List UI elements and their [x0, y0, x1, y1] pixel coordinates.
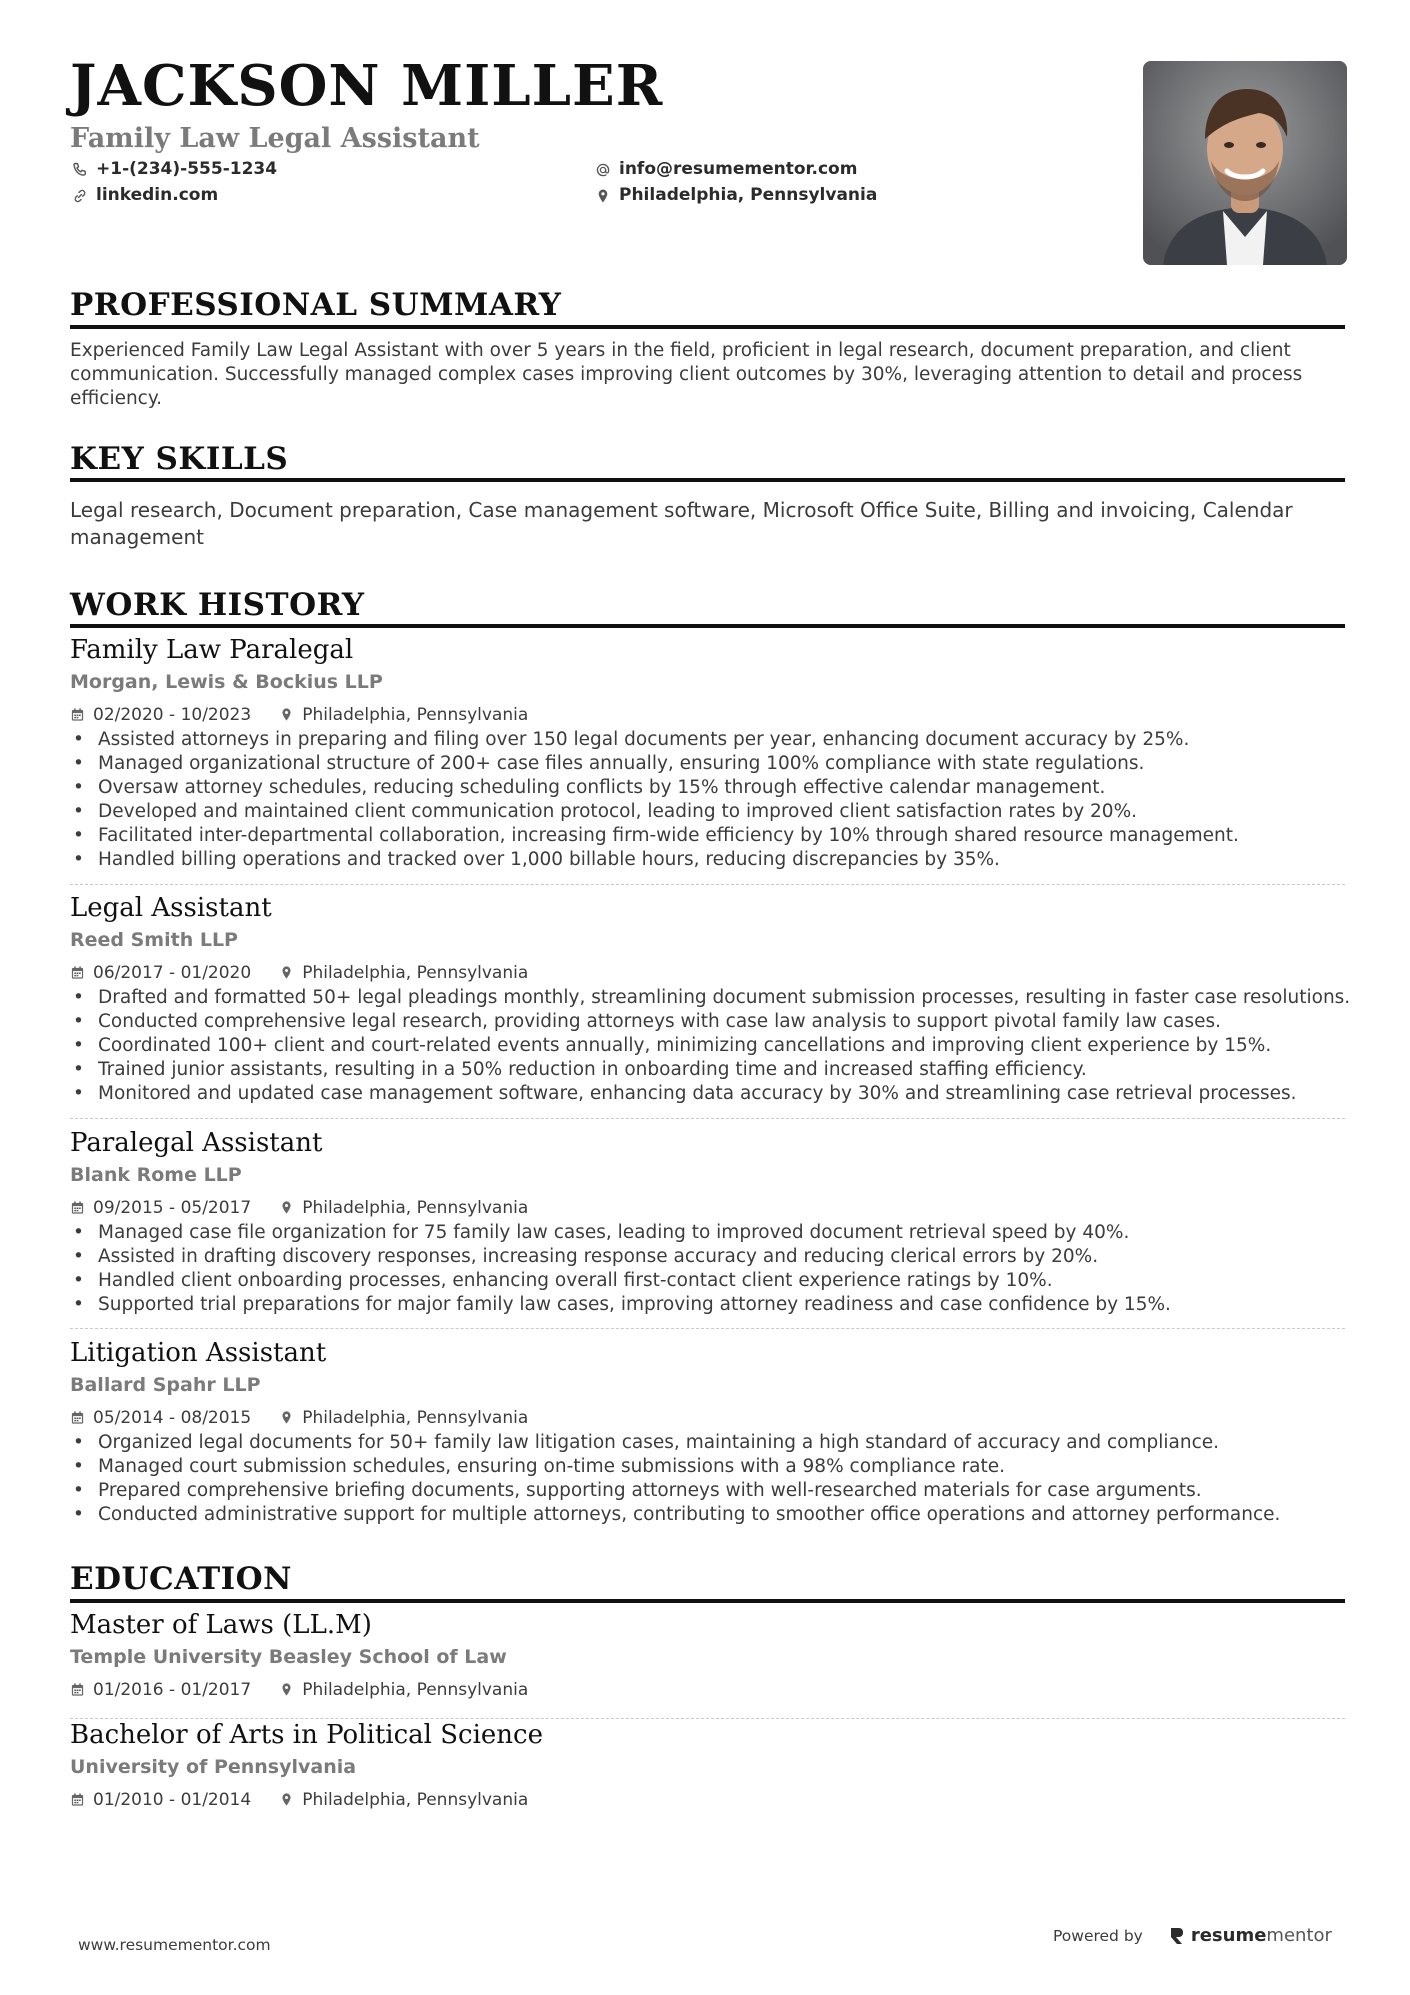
bullet-item: • Conducted comprehensive legal research, providing attorneys with case law analysis to support pivotal family law cases.	[70, 1010, 1345, 1034]
education-location: Philadelphia, Pennsylvania	[279, 1789, 528, 1811]
calendar-icon	[70, 965, 85, 980]
footer-website[interactable]: www.resumementor.com	[78, 1936, 271, 1954]
profile-photo	[1143, 61, 1347, 265]
work-entry	[70, 1338, 1345, 1527]
education-heading: EDUCATION	[70, 1561, 292, 1597]
job-dates: 09/2015 - 05/2017	[70, 1197, 251, 1219]
phone-icon	[72, 162, 88, 178]
job-meta	[70, 1404, 1345, 1431]
job-bullets	[70, 1431, 1345, 1527]
bullet-item: • Assisted in drafting discovery responses, increasing response accuracy and reducing clerical errors by 20%.	[70, 1245, 1345, 1269]
map-pin-icon	[595, 188, 611, 204]
job-title: Legal Assistant	[70, 893, 272, 923]
at-icon	[595, 162, 611, 178]
contact-phone	[72, 161, 277, 178]
bullet-item: • Handled billing operations and tracked over 1,000 billable hours, reducing discrepancies by 35%.	[70, 848, 1345, 872]
education-meta	[70, 1676, 1345, 1703]
job-location: Philadelphia, Pennsylvania	[279, 1407, 528, 1429]
skills-line: management	[70, 525, 204, 549]
contact-location	[595, 187, 877, 204]
education-dates: 01/2010 - 01/2014	[70, 1789, 251, 1811]
email-address[interactable]: info@resumementor.com	[619, 159, 858, 179]
job-meta	[70, 1194, 1345, 1221]
job-bullets	[70, 986, 1351, 1106]
education-dates: 01/2016 - 01/2017	[70, 1679, 251, 1701]
bullet-item: • Managed case file organization for 75 family law cases, leading to improved document retrieval speed by 40%.	[70, 1221, 1345, 1245]
bullet-item: • Coordinated 100+ client and court-related events annually, minimizing cancellations and improving client experience by 15%.	[70, 1034, 1345, 1058]
job-location: Philadelphia, Pennsylvania	[279, 1197, 528, 1219]
brand-light: mentor	[1266, 1925, 1332, 1946]
bullet-item: • Handled client onboarding processes, enhancing overall first-contact client experience ratings by 10%.	[70, 1269, 1345, 1293]
employer-name: Ballard Spahr LLP	[70, 1374, 261, 1396]
school-name: University of Pennsylvania	[70, 1756, 357, 1778]
bullet-item: • Drafted and formatted 50+ legal pleadings monthly, streamlining document submission processes, resulting in faster case resolutions.	[70, 986, 1345, 1010]
calendar-icon	[70, 1792, 85, 1807]
calendar-icon	[70, 1200, 85, 1215]
section-divider	[70, 325, 1345, 329]
brand-logo[interactable]	[1169, 1925, 1332, 1946]
map-pin-icon	[279, 707, 294, 722]
brand-bold: resume	[1190, 1925, 1267, 1946]
powered-by-label: Powered by	[1053, 1926, 1143, 1945]
skills-heading: KEY SKILLS	[70, 441, 289, 477]
summary-line: communication. Successfully managed complex cases improving client outcomes by 30%, leveraging attention to detail and process	[70, 364, 1303, 385]
employer-name: Blank Rome LLP	[70, 1164, 242, 1186]
summary-line: efficiency.	[70, 388, 163, 409]
bullet-item: • Oversaw attorney schedules, reducing scheduling conflicts by 15% through effective calendar management.	[70, 776, 1345, 800]
map-pin-icon	[279, 1410, 294, 1425]
summary-text	[70, 339, 1345, 411]
bullet-item: • Managed organizational structure of 200+ case files annually, ensuring 100% compliance with state regulations.	[70, 752, 1345, 776]
education-location: Philadelphia, Pennsylvania	[279, 1679, 528, 1701]
bullet-item: • Prepared comprehensive briefing documents, supporting attorneys with well-researched materials for case arguments.	[70, 1479, 1345, 1503]
job-location: Philadelphia, Pennsylvania	[279, 962, 528, 984]
summary-line: Experienced Family Law Legal Assistant with over 5 years in the field, proficient in legal research, document preparation, and client	[70, 340, 1291, 361]
work-entry	[70, 893, 1351, 1106]
bullet-item: • Trained junior assistants, resulting in a 50% reduction in onboarding time and increased staffing efficiency.	[70, 1058, 1345, 1082]
entry-divider	[70, 1328, 1345, 1329]
job-title: Litigation Assistant	[70, 1338, 327, 1368]
job-dates: 05/2014 - 08/2015	[70, 1407, 251, 1429]
bullet-item: • Organized legal documents for 50+ family law litigation cases, maintaining a high standard of accuracy and compliance.	[70, 1431, 1345, 1455]
bullet-item: • Monitored and updated case management software, enhancing data accuracy by 30% and streamlining case retrieval processes.	[70, 1082, 1345, 1106]
section-divider	[70, 1599, 1345, 1603]
employer-name: Morgan, Lewis & Bockius LLP	[70, 671, 383, 693]
map-pin-icon	[279, 1200, 294, 1215]
calendar-icon	[70, 1682, 85, 1697]
job-dates: 02/2020 - 10/2023	[70, 704, 251, 726]
job-title: Family Law Paralegal	[70, 635, 354, 665]
education-entry	[70, 1610, 1345, 1703]
resumementor-logo-icon	[1169, 1927, 1185, 1945]
calendar-icon	[70, 1410, 85, 1425]
contact-linkedin[interactable]	[72, 187, 218, 204]
location-text: Philadelphia, Pennsylvania	[619, 185, 878, 205]
bullet-item: • Facilitated inter-departmental collaboration, increasing firm-wide efficiency by 10% through shared resource management.	[70, 824, 1345, 848]
skills-text	[70, 497, 1345, 551]
map-pin-icon	[279, 1682, 294, 1697]
bullet-item: • Supported trial preparations for major family law cases, improving attorney readiness and case confidence by 15%.	[70, 1293, 1345, 1317]
linkedin-link[interactable]: linkedin.com	[96, 185, 219, 205]
bullet-item: • Developed and maintained client communication protocol, leading to improved client satisfaction rates by 20%.	[70, 800, 1345, 824]
footer-branding	[1053, 1925, 1332, 1946]
bullet-item: • Managed court submission schedules, ensuring on-time submissions with a 98% compliance rate.	[70, 1455, 1345, 1479]
bullet-item: • Conducted administrative support for multiple attorneys, contributing to smoother office operations and attorney performance.	[70, 1503, 1345, 1527]
job-bullets	[70, 728, 1345, 872]
entry-divider	[70, 1118, 1345, 1119]
job-meta	[70, 701, 1345, 728]
calendar-icon	[70, 707, 85, 722]
section-divider	[70, 478, 1345, 482]
entry-divider	[70, 884, 1345, 885]
education-entry	[70, 1720, 1345, 1813]
summary-heading: PROFESSIONAL SUMMARY	[70, 287, 562, 323]
employer-name: Reed Smith LLP	[70, 929, 238, 951]
job-location: Philadelphia, Pennsylvania	[279, 704, 528, 726]
candidate-name: JACKSON MILLER	[70, 53, 664, 119]
work-history-heading: WORK HISTORY	[70, 587, 365, 623]
phone-number: +1-(234)-555-1234	[96, 159, 278, 179]
skills-line: Legal research, Document preparation, Case management software, Microsoft Office Suite, Billing and invoicing, Calendar	[70, 498, 1293, 522]
job-title: Paralegal Assistant	[70, 1128, 323, 1158]
work-entry	[70, 1128, 1345, 1317]
section-divider	[70, 624, 1345, 628]
resume-page	[70, 0, 1351, 1995]
degree-name: Master of Laws (LL.M)	[70, 1610, 372, 1640]
school-name: Temple University Beasley School of Law	[70, 1646, 507, 1668]
education-meta	[70, 1786, 1345, 1813]
job-dates: 06/2017 - 01/2020	[70, 962, 251, 984]
job-meta	[70, 959, 1345, 986]
contact-email[interactable]	[595, 161, 857, 178]
entry-divider	[70, 1718, 1345, 1719]
bullet-item: • Assisted attorneys in preparing and filing over 150 legal documents per year, enhancing document accuracy by 25%.	[70, 728, 1345, 752]
job-bullets	[70, 1221, 1345, 1317]
map-pin-icon	[279, 1792, 294, 1807]
map-pin-icon	[279, 965, 294, 980]
work-entry	[70, 635, 1345, 872]
candidate-title: Family Law Legal Assistant	[70, 123, 480, 154]
degree-name: Bachelor of Arts in Political Science	[70, 1720, 543, 1750]
link-icon	[72, 188, 88, 204]
